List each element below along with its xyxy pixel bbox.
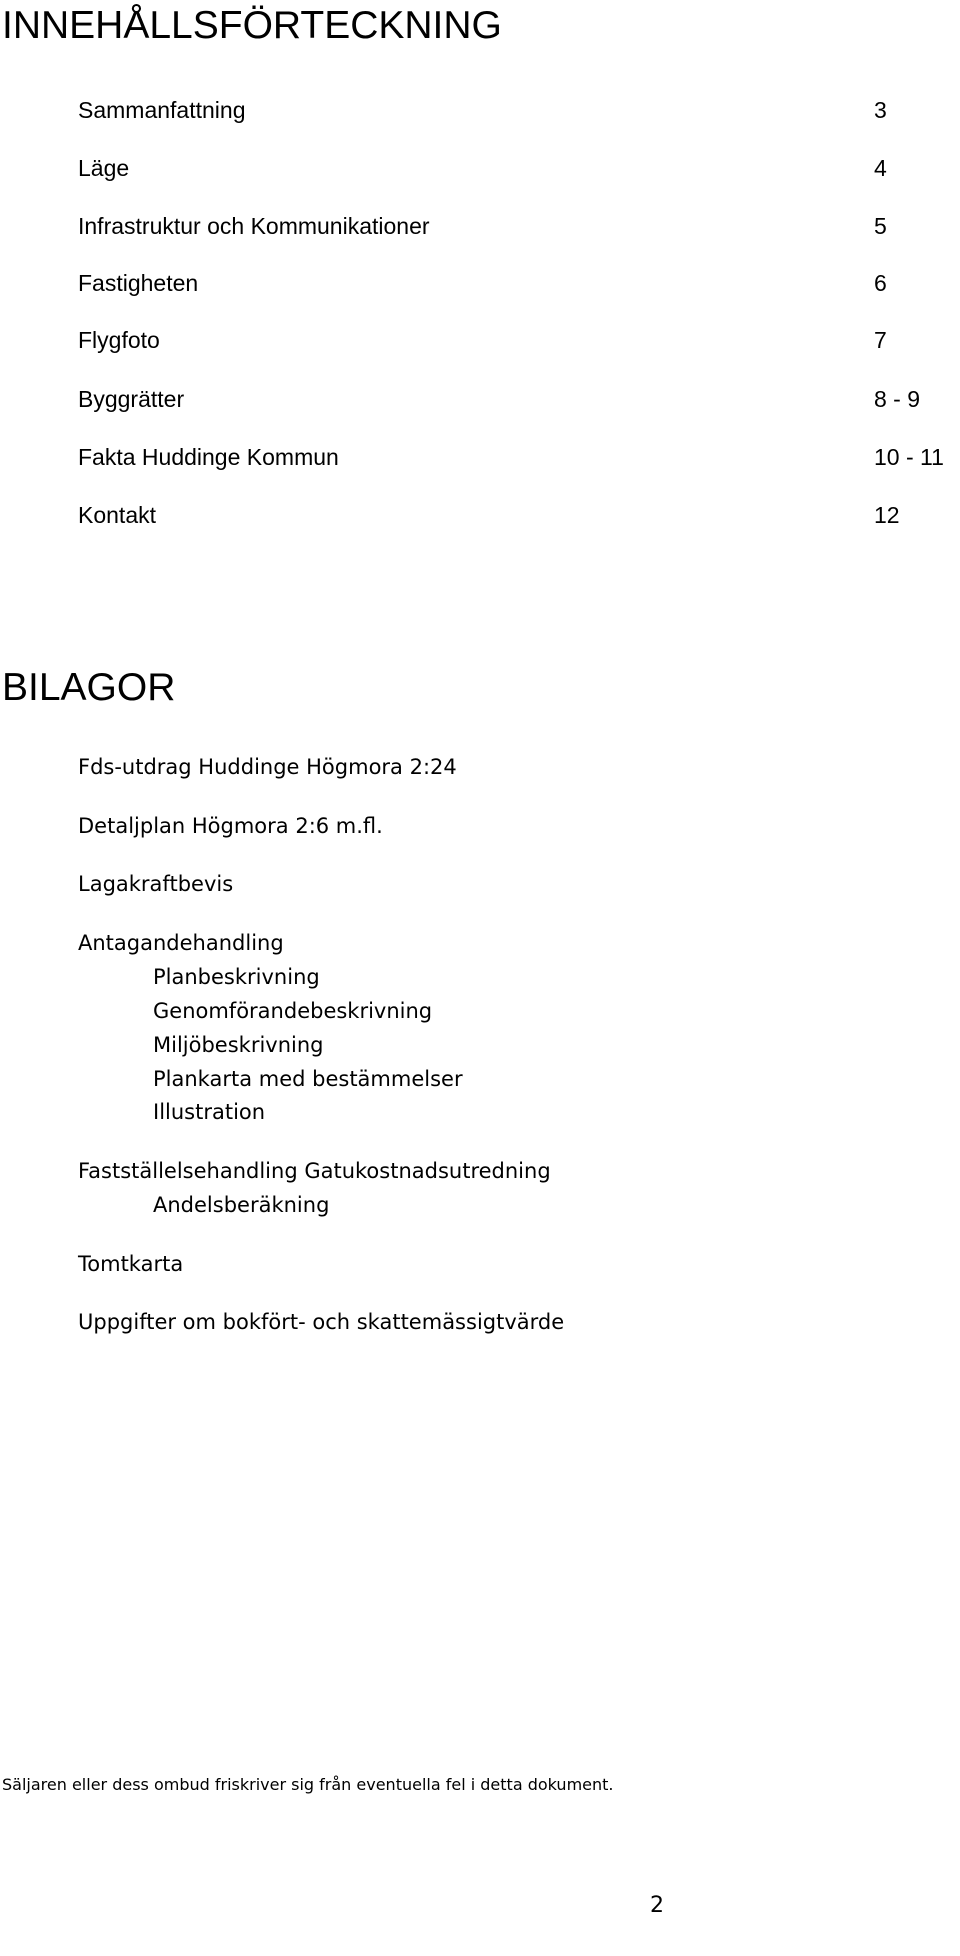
bilaga-item: Fastställelsehandling Gatukostnadsutredning xyxy=(78,1159,551,1183)
toc-entry-label: Fastigheten xyxy=(78,270,199,296)
bilaga-subitem: Miljöbeskrivning xyxy=(153,1033,324,1057)
toc-entry xyxy=(78,384,938,414)
toc-entry-label: Läge xyxy=(78,155,130,181)
toc-entry xyxy=(78,153,938,183)
bilaga-subitem: Plankarta med bestämmelser xyxy=(153,1067,463,1091)
toc-entry xyxy=(78,500,938,530)
toc-entry-label: Byggrätter xyxy=(78,386,185,412)
bilaga-subitem: Illustration xyxy=(153,1100,266,1124)
bilaga-item: Antagandehandling xyxy=(78,931,284,955)
toc-entry-page: 3 xyxy=(874,97,887,123)
toc-entry xyxy=(78,211,938,241)
toc-entry-label: Sammanfattning xyxy=(78,97,246,123)
bilaga-subitem: Andelsberäkning xyxy=(153,1193,330,1217)
bilaga-subitem: Planbeskrivning xyxy=(153,965,320,989)
toc-entry-page: 4 xyxy=(874,155,887,181)
bilagor-title: BILAGOR xyxy=(2,666,176,709)
toc-entry xyxy=(78,325,938,355)
toc-entry-page: 6 xyxy=(874,270,887,296)
toc-entry xyxy=(78,442,944,472)
toc-entry-label: Infrastruktur och Kommunikationer xyxy=(78,213,430,239)
toc-entry-page: 7 xyxy=(874,327,887,353)
disclaimer-text: Säljaren eller dess ombud friskriver sig från eventuella fel i detta dokument. xyxy=(2,1775,614,1794)
toc-entry-page: 10 - 11 xyxy=(874,444,944,470)
toc-entry-label: Kontakt xyxy=(78,502,156,528)
bilaga-subitem: Genomförandebeskrivning xyxy=(153,999,433,1023)
toc-entry-label: Fakta Huddinge Kommun xyxy=(78,444,339,470)
toc-entry-label: Flygfoto xyxy=(78,327,160,353)
bilaga-item: Lagakraftbevis xyxy=(78,872,234,896)
toc-entry xyxy=(78,95,938,125)
bilaga-item: Tomtkarta xyxy=(78,1252,184,1276)
toc-entry-page: 8 - 9 xyxy=(874,386,921,412)
toc-entry xyxy=(78,268,938,298)
bilaga-item: Detaljplan Högmora 2:6 m.fl. xyxy=(78,814,383,838)
bilaga-item: Fds-utdrag Huddinge Högmora 2:24 xyxy=(78,755,457,779)
bilaga-item: Uppgifter om bokfört- och skattemässigtvärde xyxy=(78,1310,565,1334)
page-number: 2 xyxy=(650,1893,664,1918)
toc-entry-page: 12 xyxy=(874,502,900,528)
toc-title: INNEHÅLLSFÖRTECKNING xyxy=(2,4,502,47)
toc-entry-page: 5 xyxy=(874,213,887,239)
